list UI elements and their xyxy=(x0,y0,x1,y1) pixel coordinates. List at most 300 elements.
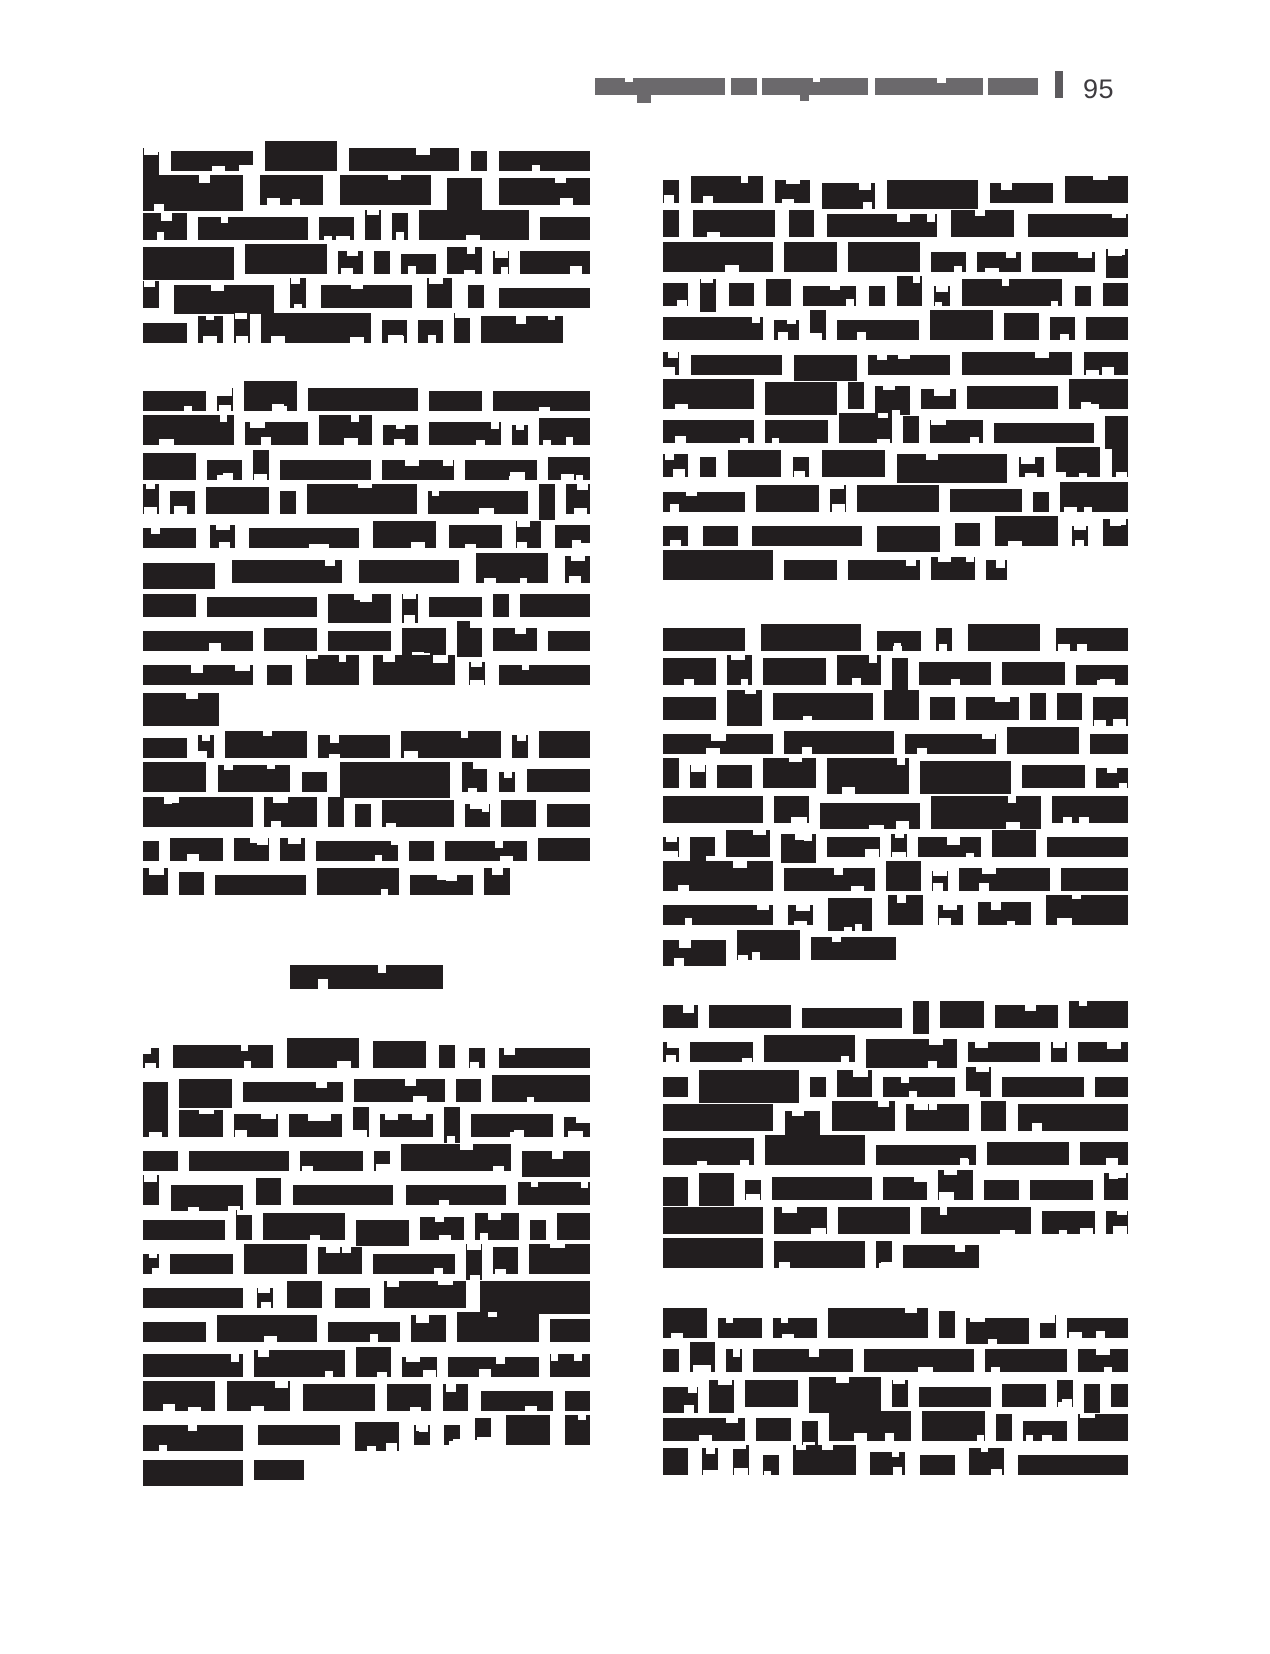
redacted-word xyxy=(143,247,234,280)
redacted-word xyxy=(499,1048,590,1068)
redacted-word xyxy=(481,316,563,343)
redacted-text-line xyxy=(143,1452,590,1480)
redacted-word xyxy=(319,415,372,445)
redacted-word xyxy=(355,1422,399,1451)
redacted-word xyxy=(356,1347,391,1377)
redacted-word xyxy=(539,731,590,758)
redacted-word xyxy=(726,1349,742,1372)
redacted-word xyxy=(520,594,590,617)
redacted-word xyxy=(866,1039,957,1068)
redacted-word xyxy=(263,1213,345,1240)
redacted-word xyxy=(903,1245,979,1268)
redacted-word xyxy=(207,460,242,480)
redacted-word xyxy=(822,450,885,477)
redacted-word xyxy=(877,631,921,651)
redacted-word xyxy=(951,210,1014,237)
redacted-text-line xyxy=(143,730,590,758)
redacted-word xyxy=(663,1207,763,1234)
redacted-word xyxy=(1069,379,1128,409)
redacted-word xyxy=(1002,662,1065,685)
redacted-word xyxy=(454,313,470,343)
redacted-word xyxy=(280,838,305,861)
redacted-word xyxy=(1103,283,1128,306)
redacted-word xyxy=(940,1001,984,1028)
redacted-text-line xyxy=(663,863,1128,891)
redacted-text-line xyxy=(143,1314,590,1342)
redacted-word xyxy=(822,183,875,209)
redacted-word xyxy=(1093,697,1128,726)
redacted-word xyxy=(493,594,509,617)
redacted-word xyxy=(260,175,323,205)
redacted-word xyxy=(143,841,159,861)
redacted-word xyxy=(969,1448,1004,1475)
redacted-word xyxy=(354,1079,445,1102)
redacted-word xyxy=(244,1244,307,1274)
redacted-word xyxy=(267,665,292,685)
redacted-word xyxy=(892,658,908,691)
redacted-word xyxy=(876,1241,892,1268)
redacted-word xyxy=(700,279,716,312)
redacted-word xyxy=(253,450,269,480)
redacted-word xyxy=(717,765,752,788)
redacted-word xyxy=(1002,1077,1084,1097)
redacted-word xyxy=(522,1151,590,1177)
redacted-word xyxy=(465,804,490,827)
redacted-word xyxy=(781,834,816,863)
redacted-word xyxy=(402,1357,437,1377)
redacted-word xyxy=(663,796,763,823)
redacted-word xyxy=(892,1380,908,1407)
redacted-word xyxy=(493,628,537,651)
redacted-word xyxy=(520,251,590,274)
redacted-word xyxy=(663,317,763,340)
redacted-word xyxy=(1019,457,1044,477)
redacted-word xyxy=(550,1319,590,1342)
redacted-word xyxy=(143,1220,225,1240)
redacted-word xyxy=(179,872,204,895)
redacted-text-line xyxy=(663,347,1128,375)
redacted-word xyxy=(143,1354,243,1377)
redacted-word xyxy=(663,1238,763,1268)
redacted-word xyxy=(774,1241,865,1268)
redacted-text-line xyxy=(663,518,1128,546)
redacted-text-line xyxy=(663,1137,1128,1165)
redacted-text-line xyxy=(663,415,1128,443)
redacted-word xyxy=(663,210,679,237)
redacted-word xyxy=(365,210,381,240)
redacted-word xyxy=(318,735,390,758)
redacted-word xyxy=(838,1207,910,1234)
redacted-word xyxy=(995,516,1058,546)
redacted-word xyxy=(938,1170,973,1200)
redacted-word xyxy=(429,422,501,445)
redacted-word xyxy=(891,834,907,857)
redacted-word xyxy=(143,563,215,589)
redacted-text-line xyxy=(143,212,590,240)
redacted-word xyxy=(691,176,763,203)
redacted-word xyxy=(555,525,590,548)
redacted-word xyxy=(883,1177,927,1200)
redacted-word xyxy=(171,151,253,171)
redacted-text-line xyxy=(143,1109,590,1137)
redacted-word xyxy=(469,662,485,685)
redacted-word xyxy=(1004,313,1039,340)
redacted-word xyxy=(774,320,799,340)
redacted-word xyxy=(1096,768,1128,788)
page-number: 95 xyxy=(1083,74,1115,104)
redacted-word xyxy=(547,804,590,827)
redacted-word xyxy=(663,283,688,306)
redacted-word xyxy=(663,526,688,546)
redacted-word xyxy=(499,772,515,792)
redacted-word xyxy=(143,665,253,685)
redacted-text-line xyxy=(143,555,590,583)
redacted-word xyxy=(1018,1104,1128,1131)
redacted-word xyxy=(306,655,359,685)
redacted-word xyxy=(499,178,590,205)
redacted-word xyxy=(772,1177,872,1200)
redacted-word xyxy=(380,1114,433,1137)
redacted-word xyxy=(1103,519,1128,546)
redacted-word xyxy=(527,769,590,792)
redacted-word xyxy=(550,1354,590,1377)
redacted-word xyxy=(765,382,837,415)
redacted-word xyxy=(449,525,502,548)
redacted-word xyxy=(663,1042,679,1062)
redacted-word xyxy=(245,244,327,274)
redacted-word xyxy=(691,355,782,375)
redacted-word xyxy=(143,1082,168,1108)
redacted-word xyxy=(410,875,473,895)
redacted-text-line xyxy=(143,1383,590,1411)
redacted-word xyxy=(752,526,862,546)
redacted-word xyxy=(387,1384,431,1411)
redacted-word xyxy=(1007,727,1079,754)
redacted-word xyxy=(663,1308,707,1338)
redacted-word xyxy=(1078,1042,1128,1062)
redacted-word xyxy=(189,1151,289,1171)
redacted-word xyxy=(143,148,159,177)
redacted-text-line xyxy=(143,1280,590,1308)
redacted-word xyxy=(1078,1349,1128,1372)
redacted-word xyxy=(918,837,981,857)
redacted-word xyxy=(143,1425,243,1451)
redacted-word xyxy=(1040,1315,1056,1338)
redacted-text-line xyxy=(663,795,1128,823)
redacted-word xyxy=(143,323,187,343)
redacted-word xyxy=(794,355,857,381)
redacted-word xyxy=(170,1254,233,1274)
redacted-word xyxy=(1056,628,1128,651)
redacted-word xyxy=(258,1425,340,1445)
redacted-word xyxy=(774,1207,827,1234)
redacted-word xyxy=(663,697,716,720)
redacted-word xyxy=(244,381,297,411)
redacted-word xyxy=(179,1079,232,1108)
redacted-text-line xyxy=(663,175,1128,203)
redacted-word xyxy=(143,175,243,211)
redacted-word xyxy=(173,1045,273,1068)
redacted-word xyxy=(955,523,980,546)
redacted-word xyxy=(290,278,306,308)
redacted-word xyxy=(663,454,688,477)
redacted-word xyxy=(406,1185,506,1205)
redacted-word xyxy=(837,1070,872,1097)
redacted-word xyxy=(234,838,269,861)
redacted-word xyxy=(264,797,317,827)
redacted-word xyxy=(355,804,371,827)
redacted-word xyxy=(143,1288,243,1308)
redacted-word xyxy=(328,594,391,623)
redacted-word xyxy=(990,183,1053,203)
redacted-word xyxy=(663,1418,745,1441)
redacted-word xyxy=(143,528,196,548)
redacted-word xyxy=(968,1042,1040,1062)
redacted-word xyxy=(700,457,716,477)
redacted-word xyxy=(392,213,408,240)
redacted-word xyxy=(1057,693,1082,720)
redacted-word xyxy=(318,1247,362,1274)
redacted-text-line xyxy=(143,315,590,343)
redacted-word xyxy=(557,1213,590,1240)
redacted-word xyxy=(402,594,418,623)
redacted-word xyxy=(469,1048,485,1068)
redacted-word xyxy=(143,738,187,758)
redacted-word xyxy=(663,861,773,891)
redacted-word xyxy=(888,895,923,925)
redacted-word xyxy=(887,180,978,209)
redacted-text-line xyxy=(143,1143,590,1171)
redacted-word xyxy=(174,285,274,314)
redacted-word xyxy=(302,772,327,792)
redacted-word xyxy=(848,560,920,580)
redacted-word xyxy=(539,484,555,520)
redacted-text-line xyxy=(663,1000,1128,1028)
redacted-word xyxy=(931,557,975,580)
redacted-text-line xyxy=(663,244,1128,272)
redacted-word xyxy=(418,320,443,343)
redacted-text-line xyxy=(143,692,590,720)
redacted-text-line xyxy=(663,1069,1128,1097)
redacted-text-line xyxy=(143,589,590,617)
redacted-word xyxy=(234,313,250,343)
redacted-word xyxy=(837,655,881,685)
redacted-word xyxy=(992,830,1036,857)
redacted-word xyxy=(690,1042,753,1062)
redacted-word xyxy=(548,457,590,480)
redacted-word xyxy=(471,1114,553,1137)
redacted-word xyxy=(225,731,307,758)
redacted-word xyxy=(1106,1211,1128,1234)
redacted-word xyxy=(457,621,482,657)
redacted-word xyxy=(444,1425,460,1445)
redacted-word xyxy=(353,1107,369,1137)
redacted-word xyxy=(870,1452,905,1475)
redacted-word xyxy=(328,631,391,651)
redacted-word xyxy=(775,180,810,203)
redacted-word xyxy=(663,492,745,512)
redacted-word xyxy=(921,389,956,409)
redacted-word xyxy=(340,762,450,798)
redacted-word xyxy=(987,1142,1069,1165)
redacted-word xyxy=(170,491,195,514)
redacted-word xyxy=(206,487,269,514)
redacted-word xyxy=(663,1349,679,1372)
redacted-word xyxy=(829,1411,911,1441)
redacted-word xyxy=(773,1318,817,1338)
redacted-paragraph xyxy=(663,1000,1128,1274)
redacted-text-line xyxy=(143,143,590,171)
redacted-word xyxy=(663,734,773,754)
redacted-word xyxy=(506,1415,550,1445)
redacted-word xyxy=(922,1411,985,1441)
redacted-word xyxy=(447,178,482,211)
redacted-word xyxy=(996,1414,1012,1441)
redacted-word xyxy=(832,1101,895,1131)
redacted-word xyxy=(764,1035,855,1062)
redacted-word xyxy=(143,1107,168,1137)
redacted-word xyxy=(538,838,590,861)
redacted-word xyxy=(784,731,894,754)
redacted-word xyxy=(374,251,390,274)
redacted-word xyxy=(981,1101,1006,1131)
redacted-word xyxy=(287,1038,359,1068)
redacted-word xyxy=(1086,317,1128,340)
redaction-descender xyxy=(637,95,651,103)
redacted-word xyxy=(788,905,813,925)
redacted-text-line xyxy=(663,829,1128,857)
redacted-word xyxy=(864,1349,974,1372)
redacted-word xyxy=(1022,765,1085,788)
redacted-word xyxy=(198,217,308,240)
redacted-word xyxy=(428,491,528,514)
redacted-word xyxy=(966,697,1019,720)
redacted-section-heading xyxy=(290,965,443,989)
redacted-word xyxy=(471,151,487,171)
redacted-word xyxy=(1032,252,1095,272)
redacted-word xyxy=(1084,352,1128,375)
redacted-word xyxy=(143,1151,178,1171)
redacted-text-line xyxy=(663,760,1128,788)
redacted-word xyxy=(245,422,308,445)
redacted-word xyxy=(913,1001,929,1034)
redacted-word xyxy=(280,491,296,514)
redacted-word xyxy=(373,521,436,548)
redacted-word xyxy=(383,425,418,445)
redacted-text-line xyxy=(143,383,590,411)
redacted-word xyxy=(447,247,482,274)
redacted-word xyxy=(382,320,407,343)
redacted-word xyxy=(869,286,885,306)
redacted-word xyxy=(729,283,754,306)
redacted-word xyxy=(143,213,187,240)
redacted-word xyxy=(256,1178,281,1205)
redacted-word xyxy=(280,460,371,480)
redacted-word xyxy=(143,415,234,445)
redacted-word xyxy=(411,1315,446,1342)
redacted-text-line xyxy=(143,520,590,548)
redacted-word xyxy=(338,251,363,274)
redacted-word xyxy=(143,1381,215,1411)
redacted-word xyxy=(492,1075,590,1102)
redacted-word xyxy=(745,1180,761,1200)
redacted-word xyxy=(906,1104,969,1131)
redacted-text-line xyxy=(143,799,590,827)
redacted-word xyxy=(876,1145,976,1165)
redacted-word xyxy=(663,940,726,966)
redacted-text-line xyxy=(663,1240,1128,1268)
redacted-text-line xyxy=(143,833,590,861)
redacted-word xyxy=(986,560,1007,580)
redacted-word xyxy=(501,800,536,827)
redacted-word xyxy=(1095,1077,1128,1097)
redacted-word xyxy=(427,278,452,308)
redacted-word xyxy=(897,276,922,306)
redacted-word xyxy=(756,485,819,512)
redacted-word xyxy=(930,310,993,340)
redacted-word xyxy=(1080,1142,1128,1165)
redacted-word xyxy=(690,765,706,788)
redacted-word xyxy=(699,1173,734,1206)
redacted-word xyxy=(530,1220,546,1240)
redacted-word xyxy=(1033,492,1049,512)
redacted-word xyxy=(877,526,940,552)
redacted-word xyxy=(761,624,861,651)
redacted-word xyxy=(962,279,1062,306)
redacted-word xyxy=(868,355,950,375)
redacted-word xyxy=(810,1077,826,1097)
redacted-word xyxy=(419,210,529,240)
redacted-word xyxy=(409,841,434,861)
redacted-text-line xyxy=(663,1413,1128,1441)
redacted-word xyxy=(529,1244,590,1274)
redacted-word xyxy=(967,386,1058,409)
redacted-word xyxy=(512,425,528,445)
redacted-word xyxy=(1072,526,1088,546)
redacted-word xyxy=(420,1217,464,1240)
redacted-word xyxy=(1111,1384,1128,1407)
redacted-word xyxy=(540,217,590,240)
redacted-word xyxy=(920,761,1011,794)
redacted-word xyxy=(481,1391,553,1411)
redacted-word xyxy=(663,758,679,788)
redacted-word xyxy=(733,1445,749,1475)
redacted-word xyxy=(728,450,781,477)
redacted-word xyxy=(493,1247,518,1274)
redacted-word xyxy=(516,521,541,548)
redacted-word xyxy=(143,281,159,308)
redacted-word xyxy=(663,628,745,651)
redacted-word xyxy=(663,1138,754,1165)
redacted-word xyxy=(663,180,679,203)
redacted-word xyxy=(765,1135,865,1165)
redacted-word xyxy=(837,320,919,340)
redacted-word xyxy=(210,525,235,548)
redacted-text-line xyxy=(143,1349,590,1377)
redacted-word xyxy=(931,252,966,272)
redacted-word xyxy=(966,1067,991,1097)
redacted-text-line xyxy=(663,484,1128,512)
redacted-paragraph xyxy=(663,175,1128,586)
redacted-word xyxy=(319,217,354,240)
redacted-word xyxy=(932,871,948,891)
redacted-text-line xyxy=(663,897,1128,925)
redacted-word xyxy=(848,382,864,409)
redacted-word xyxy=(254,1350,345,1377)
redacted-word xyxy=(1067,1318,1128,1338)
redacted-word xyxy=(171,1185,243,1211)
text-column-right xyxy=(663,0,1128,1654)
